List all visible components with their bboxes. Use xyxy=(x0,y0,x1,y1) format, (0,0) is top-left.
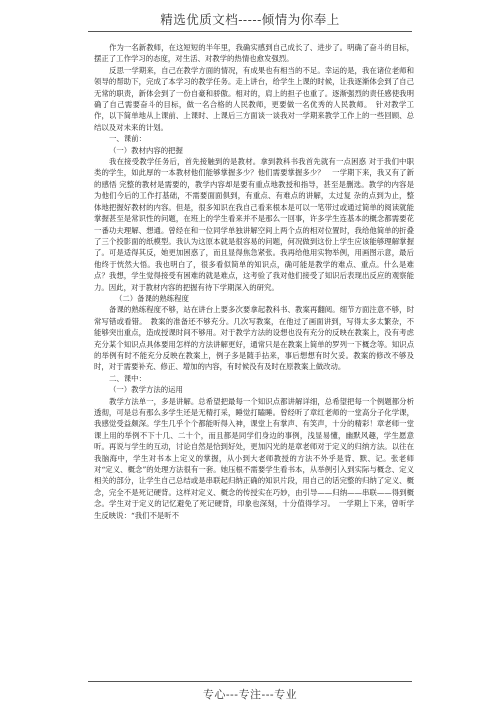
paragraph-preparation: 备课的熟练程度不够，站在讲台上要多次要拿起教科书、教案再翻阅。细节方面注意不够，时常写错或看错。 教案的准备还不够充分。几次写教案，在他过了画面讲到，写得太多太繁杂，不能够突出重点，造成授课时间不够用。对于教学方法的设想也没有充分的反映在教案上，没有考虑充分某个知识点具体要用怎样的方法讲解更好，通常只是在教案上简单的罗列一下概念等。知识点的举例有时不能充分反映在教案上，例子多是随手拈来，事后想想有时欠妥。教案的修改不够及时，对于需要补充、修正、增加的内容，有时候没有及时在原教案上做改动。 xyxy=(94,305,414,372)
section-heading-before-class: 一、课前： xyxy=(109,134,146,144)
header-divider xyxy=(88,31,412,32)
paragraph-intro: 作为一名新教师，在这短短的半年里，我确实感到自己成长了、进步了。明确了奋斗的目标，摆正了工作学习的态度，对生活、对教学的热情也愈发强烈。 xyxy=(94,43,414,64)
subsection-heading-material: （一）教材内容的把握 xyxy=(109,145,183,155)
section-heading-in-class: 二、课中： xyxy=(109,373,146,383)
document-body xyxy=(94,42,414,521)
paragraph-reflection: 反思一学期来，自己在教学方面的情况，有成果也有相当的不足。幸运的是，我在诸位老师和领导的帮助下，完成了本学习的教学任务。走上讲台，给学生上课的时候，让我逐渐体会到了自己无常的职责，新体会到了一份自豪和骄傲。相对的，肩上的担子也重了。逐渐强烈的责任感使我明确了自己需要奋斗的目标，做一名合格的人民教师，更要做一名优秀的人民教师。 针对教学工作，以下简单地从上课前、上课时、上课后三方面谈一谈我对一学期来教学工作上的一些回顾、总结以及对未来的计划。 xyxy=(94,65,414,132)
subsection-heading-preparation: （二）备课的熟练程度 xyxy=(115,293,189,303)
paragraph-material: 我在接受教学任务后，首先接触到的是教材。拿到教科书我首先就有一点困惑 对于我们中职类的学生，如此厚的一本教材他们能够掌握多少？他们需要掌握多少？ 一学期下来，我又有了新的感悟 完整的教材是需要的，教学内容却是要有重点地教授和指导，甚至是删选。教学的内容是为他们今后的工作打基础，不需要面面俱到，有重点、有难点的讲解，太过复 杂的点到为止，整体地把握好教材的内容。但是，很多知识在我自己看来根本是可以一笔带过或通过简单的阅读就能掌握甚至是常识性的问题，在班上的学生看来并不是那么一回事，许多学生连基本的概念都需要花一番功夫理解、想通。曾经在和一位同学单独讲解空间上两个点的相对位置时，我给他简单的折叠了三个投影面的纸模型。我认为这原本就是很容易的问题，何况做到这份上学生应该能够理解掌握了。可是适得其反，她更加困惑了，而且显得焦急紧张。我再给他用实物举例，用画图示意，最后他终于恍然大悟。我也明白了，很多看似简单的知识点，确可能是教学的难点、重点。什么是难点？我想，学生觉得接受有困难的就是难点，这考验了我对他们接受了知识后表现出反应的观察能力。因此，对于教材内容的把握有待下学期深入的研究。 xyxy=(94,157,414,292)
subsection-heading-method: （一）教学方法的运用 xyxy=(109,385,183,395)
page-header: 精选优质文档-----倾情为你奉上 xyxy=(160,12,340,27)
page-footer: 专心---专注---专业 xyxy=(202,688,298,701)
paragraph-method: 教学方法单一，多是讲解。总希望把最每一个知识点都讲解详细，总希望把每一个例题都分析透彻，可是总有那么多学生还是无精打采，睡觉打瞌睡。曾经听了章红老师的一堂高分子化学课，我感觉受益颇深。学生几乎个个都能听得入神，课堂上有掌声、有笑声，十分的精彩！章老师一堂课上用的举例不下十几、二十个，而且都是同学们身边的事例，浅显易懂，幽默风趣，学生愿意听。再说与学生的互动，讨论自然是恰到好处，更加闪光的是章老师对于定义的归纳方法。以往在我脑海中，学生对书本上定义的掌握，从小到大老师教授的方法不外乎是背、默、记。张老师对“定义、概念”的处理方法很有一套。她压根不需要学生看书本，从举例引入到实际与概念、定义相关的部分，让学生自己总结或是串联起归纳正确的知识片段，用自己的话完整的归纳了定义、概念，完全不是死记硬背。这样对定义、概念的传授实在巧妙，由引导——归纳——串联——得到概念。学生对于定义的记忆避免了死记硬背，印象也深刻，十分值得学习。 一学期上下来，曾听学生反映说：“我们不是听不 xyxy=(94,396,414,520)
footer-divider xyxy=(88,681,412,682)
